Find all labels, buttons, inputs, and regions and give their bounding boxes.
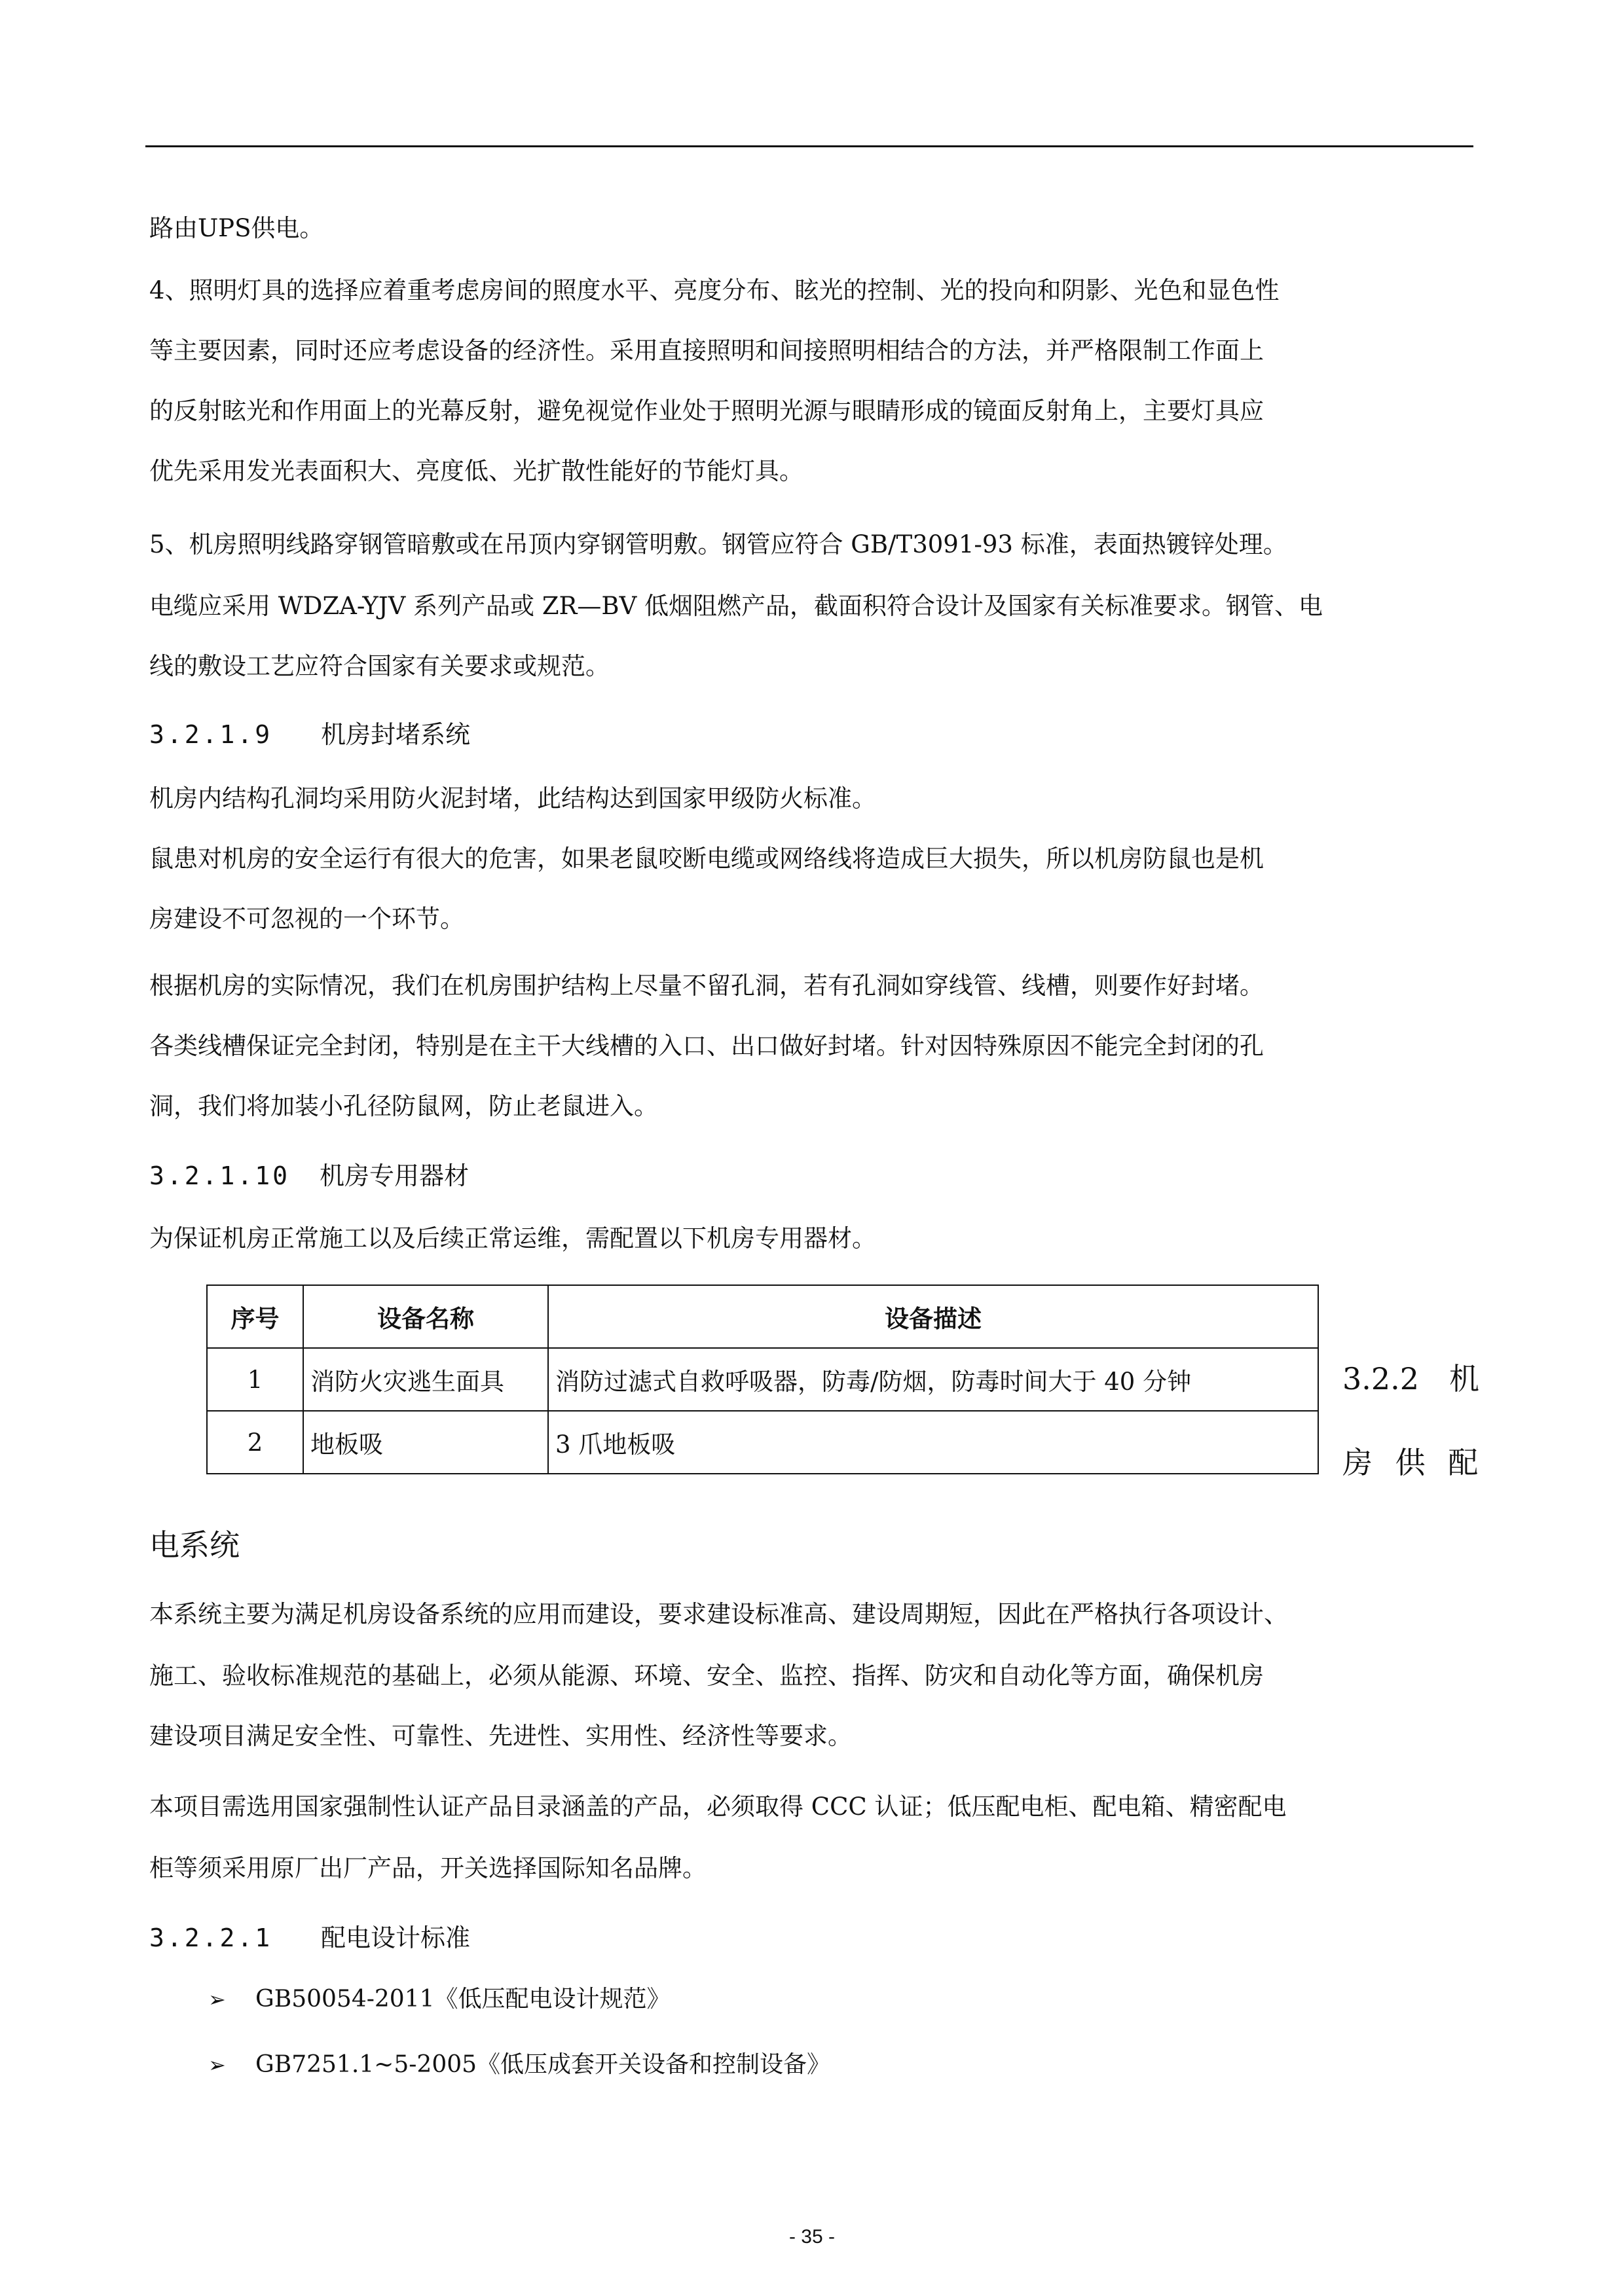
paragraph: 路由UPS供电。 (149, 214, 324, 242)
heading-3-2-2-part: 3.2.2 机 (1342, 1361, 1480, 1396)
table-header-row (207, 1285, 1318, 1348)
heading-number: 3.2.1.9 (149, 720, 273, 749)
paragraph-line: 房建设不可忽视的一个环节。 (149, 905, 464, 933)
list-item (208, 2049, 830, 2081)
paragraph-line: 等主要因素，同时还应考虑设备的经济性。采用直接照明和间接照明相结合的方法，并严格限制工作面上 (149, 337, 1264, 365)
heading-3-2-1-9 (149, 719, 470, 750)
column-header: 序号 (207, 1285, 303, 1348)
table-cell: 2 (207, 1411, 303, 1474)
column-header: 设备名称 (303, 1285, 548, 1348)
paragraph-line: 5、机房照明线路穿钢管暗敷或在吊顶内穿钢管明敷。钢管应符合 GB/T3091-93 标准，表面热镀锌处理。 (149, 530, 1287, 558)
paragraph-line: 4、照明灯具的选择应着重考虑房间的照度水平、亮度分布、眩光的控制、光的投向和阴影、光色和显色性 (149, 276, 1280, 304)
paragraph-line: 根据机房的实际情况，我们在机房围护结构上尽量不留孔洞，若有孔洞如穿线管、线槽，则要作好封堵。 (149, 972, 1264, 1000)
table-cell: 消防过滤式自救呼吸器，防毒/防烟，防毒时间大于 40 分钟 (548, 1348, 1318, 1411)
page-number: - 35 - (788, 2226, 836, 2248)
paragraph-line: 柜等须采用原厂出厂产品，开关选择国际知名品牌。 (149, 1854, 707, 1882)
paragraph-line: 鼠患对机房的安全运行有很大的危害，如果老鼠咬断电缆或网络线将造成巨大损失，所以机房防鼠也是机 (149, 845, 1264, 873)
list-item-text: GB7251.1~5-2005《低压成套开关设备和控制设备》 (255, 2051, 831, 2078)
arrow-bullet-icon: ➢ (208, 2052, 226, 2077)
table-cell: 地板吸 (303, 1411, 548, 1474)
heading-3-2-2-1 (149, 1922, 470, 1954)
heading-3-2-2-part: 电系统 (149, 1527, 240, 1563)
table-row (207, 1348, 1318, 1411)
heading-title: 机房封堵系统 (321, 720, 471, 749)
heading-3-2-1-10 (149, 1160, 469, 1192)
heading-title: 配电设计标准 (321, 1923, 471, 1952)
heading-number: 3.2.2.1 (149, 1923, 273, 1952)
paragraph-line: 电缆应采用 WDZA-YJV 系列产品或 ZR—BV 低烟阻燃产品，截面积符合设计及国家有关标准要求。钢管、电 (149, 592, 1323, 620)
paragraph-line: 的反射眩光和作用面上的光幕反射，避免视觉作业处于照明光源与眼睛形成的镜面反射角上，主要灯具应 (149, 397, 1264, 425)
paragraph-line: 建设项目满足安全性、可靠性、先进性、实用性、经济性等要求。 (149, 1722, 852, 1750)
paragraph-line: 本项目需选用国家强制性认证产品目录涵盖的产品，必须取得 CCC 认证；低压配电柜、配电箱、精密配电 (149, 1793, 1287, 1821)
paragraph-line: 线的敷设工艺应符合国家有关要求或规范。 (149, 652, 610, 680)
table-cell: 1 (207, 1348, 303, 1411)
table-row (207, 1411, 1318, 1474)
column-header: 设备描述 (548, 1285, 1318, 1348)
header-rule (145, 145, 1473, 147)
heading-number: 3.2.1.10 (149, 1161, 291, 1190)
table-cell: 消防火灾逃生面具 (303, 1348, 548, 1411)
paragraph-line: 各类线槽保证完全封闭，特别是在主干大线槽的入口、出口做好封堵。针对因特殊原因不能完全封闭的孔 (149, 1032, 1264, 1060)
paragraph-line: 本系统主要为满足机房设备系统的应用而建设，要求建设标准高、建设周期短，因此在严格执行各项设计、 (149, 1600, 1288, 1628)
arrow-bullet-icon: ➢ (208, 1987, 226, 2012)
paragraph-line: 洞，我们将加装小孔径防鼠网，防止老鼠进入。 (149, 1092, 658, 1120)
paragraph-line: 施工、验收标准规范的基础上，必须从能源、环境、安全、监控、指挥、防灾和自动化等方面，确保机房 (149, 1662, 1264, 1690)
heading-3-2-2-part: 房 供 配 (1342, 1445, 1485, 1480)
paragraph: 为保证机房正常施工以及后续正常运维，需配置以下机房专用器材。 (149, 1224, 876, 1252)
list-item-text: GB50054-2011《低压配电设计规范》 (255, 1986, 671, 2013)
equipment-table (206, 1285, 1319, 1474)
table-cell: 3 爪地板吸 (548, 1411, 1318, 1474)
paragraph-line: 优先采用发光表面积大、亮度低、光扩散性能好的节能灯具。 (149, 457, 803, 485)
heading-title: 机房专用器材 (320, 1161, 470, 1190)
paragraph: 机房内结构孔洞均采用防火泥封堵，此结构达到国家甲级防火标准。 (149, 784, 876, 812)
list-item (208, 1984, 671, 2015)
